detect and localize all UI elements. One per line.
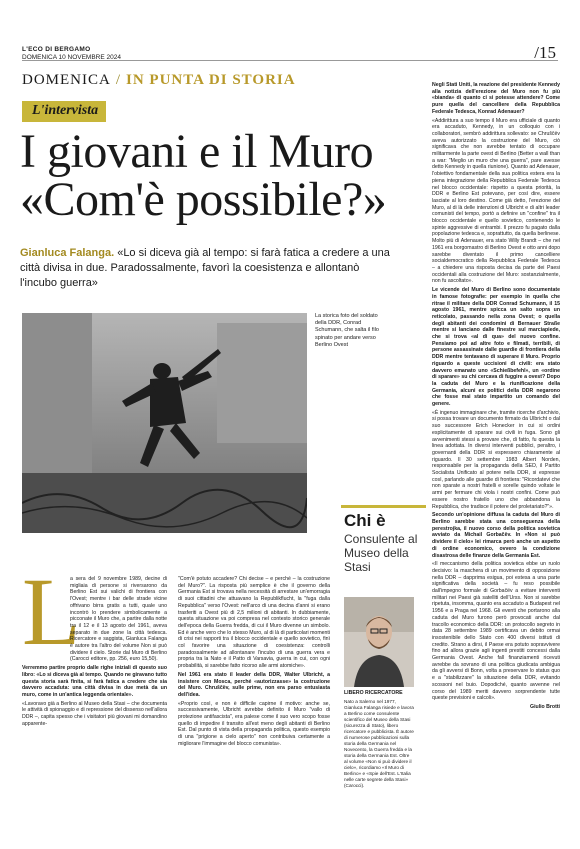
paragraph: «Lavoravo già a Berlino al Museo della Stasi – che documenta le attività di spionaggio e di repressione del dissenso nell'allora DDR –, capita spesso che i visitatori più giovani mi domandino apparente- bbox=[22, 700, 167, 727]
sidebar-title: Chi è bbox=[344, 511, 386, 530]
section-separator: / bbox=[115, 72, 122, 88]
rubric-label: L'intervista bbox=[22, 101, 106, 122]
deck-name: Gianluca Falanga. bbox=[20, 247, 115, 259]
headline-line-1: I giovani e il Muro bbox=[20, 125, 374, 178]
deck bbox=[20, 246, 395, 291]
question: Negli Stati Uniti, la reazione del presidente Kennedy alla notizia dell'erezione del Muro non fu più «bianda» di quanto ci si potesse attendere? Come pure quella del cancelliere della Repubblica Federale Tedesca, Konrad Adenauer? bbox=[432, 82, 560, 115]
photo-caption: La storica foto del soldato della DDR, Conrad Schumann, che salta il filo spinato per andare verso Berlino Ovest bbox=[315, 313, 379, 348]
section-header bbox=[22, 72, 296, 89]
issue-date: DOMENICA 10 NOVEMBRE 2024 bbox=[22, 54, 121, 61]
portrait-image bbox=[344, 597, 414, 687]
question: Nel 1961 era stato il leader della DDR, Walter Ulbricht, a insistere con Mosca, perché «autorizzasse» la costruzione del Muro. Chruščëv, sulle prime, non era parso entusiasta dell'idea. bbox=[178, 671, 330, 698]
question: Le vicende del Muro di Berlino sono documentate in famose fotografie: per esempio in quella che ritrae il militare della DDR Conrad Schumann, il 15 agosto 1961, mentre spicca un salto sopra un reticolato, passando nella zona Ovest; o quella degli abitanti dei condomini di Bernauer Straße mentre si lanciano dalle finestre sul marciapiede, che si trova «al di qua» del nuovo confine. Pensiamo poi ad altre foto e filmati, terribili, di persone assassinate dalle guardie di frontiera della DDR mentre tentavano di superare il Muro. Proprio riguardo a queste uccisioni di civili: era stato davvero emanato uno «Schießbefehl», un «ordine di sparare» su chi cercava di fuggire a ovest? Dopo la caduta del Muro e la riunificazione della Germania, alcuni ex politici della DDR negarono che fosse mai stato impartito un comando del genere. bbox=[432, 287, 560, 408]
section-main: DOMENICA bbox=[22, 72, 111, 88]
article-column-2 bbox=[178, 576, 330, 750]
paper-name: L'ECO DI BERGAMO bbox=[22, 46, 91, 53]
paragraph: «Proprio così, e non è difficile capirne il motivo: anche se, successivamente, Ulbricht avrebbe definito il Muro "vallo di protezione antifascista", era palese come il suo vero scopo fosse quello di impedire il transito all'est meno degli abitanti di Berlino Est. Dal punto di vista della propaganda politica, questo esempio di una "prigione a cielo aperto" non contribuiva certamente a migliorare l'immagine del blocco comunista». bbox=[178, 700, 330, 747]
paragraph: «Addirittura a suo tempo il Muro era ufficiale di quanto era accaduto, Kennedy, in un colloquio con i collaboratori, sembrò addirittura sollevato: se Chruščëv aveva autorizzato la costruzione del Muro, ciò significava che non avrebbe tentato di occupare militarmente la parte ovest di Berlino (Better a wall than a war: "Meglio un muro che una guerra", pare avesse detto Kennedy in quella riunione). Quanto ad Adenauer, l'obiettivo fondamentale della sua politica estera era la piena integrazione della Repubblica Federale Tedesca nel blocco occidentale: rispetto a questa priorità, la DDR e Berlino Est potevano, per così dire, essere lasciate al loro destino. Come già detto, l'erezione del Muro, al di là delle intenzioni di Ulbricht e di altri leader comunisti del tempo, portò a definire un "confine" tra il blocco occidentale e quello sovietico, contenendo le spinte aggressive di entrambi. Il prezzo fu pagato dalla popolazione tedesca e, soprattutto, da quella berlinese. Molto più di Adenauer, era stato Willy Brandt – che nel 1961 era borgomastro di Berlino Ovest e otto anni dopo sarebbe diventato il primo cancelliere socialdemocratico della Repubblica Federale Tedesca – a chiedere una risposta decisa da parte dei Paesi occidentali alla costruzione del Muro: sostanzialmente, non fu ascoltato». bbox=[432, 117, 560, 285]
bio-title: LIBERO RICERCATORE bbox=[344, 690, 403, 696]
paragraph: «Il meccanismo della politica sovietica ebbe un ruolo decisivo: la maschera di un movimento di opposizione nella DDR – dapprima esigua, poi estesa a una parte significativa della società – fu reso possibile dall'impegno formale di Gorbačëv a evitare interventi militari nei Paesi già satelliti dell'Urss. Non si sarebbe ripetuta, insomma, quanto era accaduto a Budapest nel 1956 e a Praga nel 1968. Gli eventi che portarono alla caduta del Muro furono però provocati anche dal tracollo economico della DDR: un protocollo segreto in data 28 settembre 1989 certificava un debito ormai insostenibile dello Stato con 400 diversi istituti di credito. Strano a dirsi, il Paese era potuto sopravvivere fino ad allora grazie agli ingenti prestiti concessi dalla Germania Ovest. Anche fall finanziamenti ricevuti avrebbe da sovrano di una politica giudicata ambigua da gli avversi di Bonn, volta a preservare lo status quo e a "stabilizzare" la situazione della DDR, evitando scossoni nel buio. Dopodiché, quanto avvenne nel corso del 1989 meriti davvero sorprendente tutte queste previsioni e calcoli». bbox=[432, 561, 560, 702]
sidebar-role: Consulente al Museo della Stasi bbox=[344, 532, 418, 574]
headline bbox=[20, 125, 400, 226]
article-column-3 bbox=[432, 82, 560, 832]
drop-cap: L bbox=[22, 558, 81, 665]
section-divider bbox=[22, 60, 558, 61]
soldier-jump-photo bbox=[22, 313, 307, 533]
paragraph: a sera del 9 novembre 1989, decine di migliaia di persone si riversarono da Berlino Est sui valichi di frontiera con l'Ovest; mentre i bar delle strade vicine offrivano birra gratis a tutti, quale uno incontrò lo prendere simbolicamente a picconate il Muro che, a partire dalla notte tra il 12 e il 13 agosto del 1961, aveva separato in due zone la città tedesca. Ricercatore e saggista, Gianluca Falanga è autore tra l'altro del volume Non si può dividere il cielo. Storie dal Muro di Berlino (Carocci editore, pp. 256, euro 15,50). bbox=[70, 576, 167, 663]
sidebar-rule bbox=[341, 505, 426, 508]
author-portrait bbox=[344, 597, 414, 687]
historic-photo bbox=[22, 313, 307, 533]
author-signature: Giulio Brotti bbox=[530, 703, 560, 710]
question: Verremmo partire proprio dalle righe iniziali di questo suo libro: «Lo si diceva già al tempo. Quando ne giravano tutto questa storia sarà finita, si farà fatica a credere che sia davvero accaduta: una città divisa in due metà da un muro, come in un'antica leggenda orientale». bbox=[22, 665, 167, 698]
deck-text: «Lo si diceva già al tempo: si farà fatica a credere a una città divisa in due. Paradossalmente, favorì la coesistenza e allontanò l'incubo guerra» bbox=[20, 247, 390, 289]
page-number: /15 bbox=[534, 43, 556, 62]
bio-text: Nato a Salerno nel 1977, Gianluca Falanga risiede e lavora a Berlino come consulente scientifico del Museo della Stasi (sicurezza di Stato), libero ricercatore e pubblicista. È autore di numerose pubblicazioni sulla storia della Germania nel Novecento, la Guerra fredda e la storia della Germania Est. Oltre al volume «Non si può dividere il cielo», ricordiamo «Il Muro di Berlino» e «Spie dell'Est. L'Italia nelle carte segrete della Stasi» (Carocci). bbox=[344, 698, 414, 788]
paragraph: «È ingenuo immaginare che, tramite ricerche d'archivio, si possa trovare un documento firmato da Ulbricht o dal suo successore Erich Honecker in cui si ordini esplicitamente di sparare sui civili in fuga. Sono gli avvenimenti stessi a provare che, di fatto, fu questa la linea adottata. In diversi interventi pubblici, peraltro, i governanti della DDR si espressero chiaramente al riguardo. Il 30 settembre 1983 Albert Norden, responsabile per la propaganda della SED, il Partito Socialista Unificato al potere nella DDR, si espresse così, parlando alle guardie di frontiera: "Ricordatevi che non sparate a nostri fratelli e sorelle quindo voltate le armi per fermare chi viola i nostri confini. Come può essere nostro fratello uno che abbandona la Repubblica, che tradisce il potere del proletariato?"». bbox=[432, 409, 560, 510]
sidebar-bio bbox=[344, 690, 414, 791]
article-column-1 bbox=[22, 576, 167, 729]
headline-line-2: «Com'è possibile?» bbox=[20, 173, 387, 226]
section-sub: IN PUNTA DI STORIA bbox=[126, 72, 296, 88]
paragraph: "Com'è potuto accadere? Chi decise – e perché – la costruzione del Muro?". La risposta più semplice è che il governo della Germania Est si trovava nella necessità di arrestare un'emorragia di suoi cittadini che attuavano la Republikflucht, la "fuga dalla Repubblica" verso l'Ovest: nell'arco di una decina d'anni si erano trasferiti a Ovest più di 2,5 milioni di abitanti. In dubbiamente, questa situazione va poi compresa nel contesto storico generale dell'epoca della Guerra fredda, di cui il Muro divenne un simbolo. Ed è anche vero che lo stesso Muro, al di là di particolari momenti di crisi nei rapporti tra il blocco occidentale e quello sovietico, finì col favorire una situazione di coesistenza: controlli paradossalmente ad allontanare l'incubo di una guerra vera e propria tra la Nato e il Patto di Varsavia, guerra in cui, con ogni probabilità, si sarebbe fatto ricorso alle armi atomiche». bbox=[178, 576, 330, 670]
question: Secondo un'opinione diffusa la caduta del Muro di Berlino sarebbe stata una conseguenza della perestrojka, il nuovo corso della politica sovietica avviato da Michail Gorbačëv. In «Non si può dividere il cielo» lei rimarca però anche un aspetto di ordine economico, ovvero la condizione disastrosa delle finanze della Germania Est. bbox=[432, 512, 560, 559]
